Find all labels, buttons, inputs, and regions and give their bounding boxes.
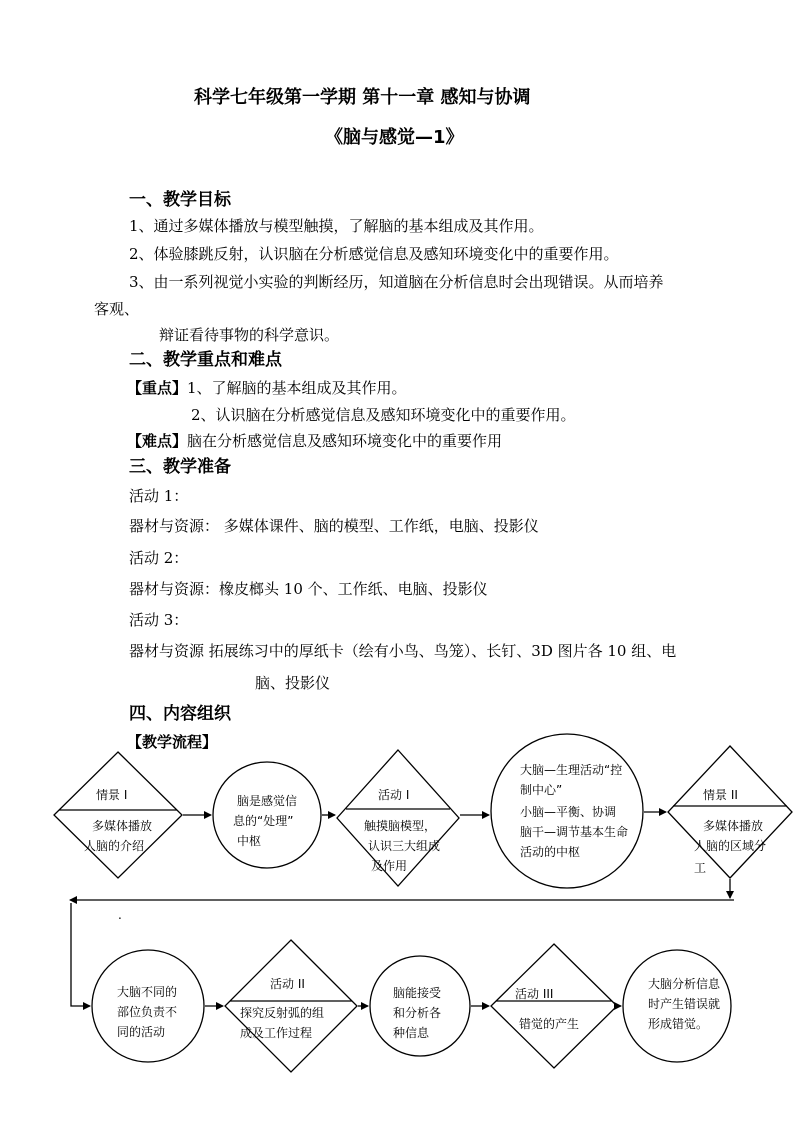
scene-2-line-2: 人脑的区域分 xyxy=(694,839,767,853)
activity-3-line-1: 错觉的产生 xyxy=(519,1017,580,1031)
activity-1-title: 活动 I xyxy=(378,788,410,802)
objective-2: 2、体验膝跳反射，认识脑在分析感觉信息及感知环境变化中的重要作用。 xyxy=(129,245,619,263)
flow-tag: 【教学流程】 xyxy=(127,733,218,751)
circle-4-line-2: 和分析各 xyxy=(393,1006,442,1020)
page-subtitle: 《脑与感觉—1》 xyxy=(325,127,464,148)
section-2-heading: 二、教学重点和难点 xyxy=(129,350,282,370)
activity-3-label: 活动 3： xyxy=(129,611,189,629)
activity-1-materials: 器材与资源： 多媒体课件、脑的模型、工作纸，电脑、投影仪 xyxy=(129,517,539,535)
activity-1-line-1: 触摸脑模型， xyxy=(364,819,437,833)
activity-2-line-2: 成及工作过程 xyxy=(240,1026,313,1040)
activity-2-materials: 器材与资源：橡皮榔头 10 个、工作纸、电脑、投影仪 xyxy=(129,580,488,598)
circle-1-line-1: 脑是感觉信 xyxy=(237,794,298,808)
activity-1-line-3: 及作用 xyxy=(371,859,408,873)
activity-3-materials: 器材与资源 拓展练习中的厚纸卡（绘有小鸟、鸟笼）、长钉、3D 图片各 10 组、电 xyxy=(129,642,677,660)
scene-1-line-1: 多媒体播放 xyxy=(92,819,153,833)
activity-2-title: 活动 II xyxy=(270,977,305,991)
objective-3: 3、由一系列视觉小实验的判断经历，知道脑在分析信息时会出现错误。从而培养 xyxy=(129,273,664,291)
diamond-activity-3 xyxy=(491,944,617,1068)
page-title: 科学七年级第一学期 第十一章 感知与协调 xyxy=(194,87,531,108)
circle-2-line-3: 小脑—平衡、协调 xyxy=(520,805,617,819)
circle-5-line-2: 时产生错误就 xyxy=(648,997,721,1011)
diamond-scene-2 xyxy=(668,746,792,878)
circle-2-line-5: 活动的中枢 xyxy=(520,845,581,859)
circle-1-line-2: 息的“处理” xyxy=(233,814,294,828)
objective-3-cont: 客观、 xyxy=(94,300,140,318)
scene-2-line-3: 工 xyxy=(694,861,707,875)
activity-3-materials-cont: 脑、投影仪 xyxy=(255,674,331,692)
circle-1-line-3: 中枢 xyxy=(237,834,262,848)
diamond-scene-1 xyxy=(54,752,182,878)
key-point-1: 1、了解脑的基本组成及其作用。 xyxy=(187,379,407,397)
activity-1-label: 活动 1： xyxy=(129,487,189,505)
scene-1-title: 情景 I xyxy=(96,788,128,802)
circle-5-line-1: 大脑分析信息 xyxy=(648,977,721,991)
circle-4-line-3: 种信息 xyxy=(393,1026,430,1040)
circle-4-line-1: 脑能接受 xyxy=(393,986,442,1000)
objective-1: 1、通过多媒体播放与模型触摸，了解脑的基本组成及其作用。 xyxy=(129,217,544,235)
difficult-point: 脑在分析感觉信息及感知环境变化中的重要作用 xyxy=(187,432,503,450)
stray-dot: . xyxy=(118,908,122,922)
circle-2-line-1: 大脑—生理活动“控 xyxy=(520,763,623,777)
circle-2-line-4: 脑干—调节基本生命 xyxy=(520,825,629,839)
objective-3-cont2: 辩证看待事物的科学意识。 xyxy=(159,326,340,344)
difficult-tag: 【难点】 xyxy=(127,432,188,450)
circle-5-line-3: 形成错觉。 xyxy=(648,1017,709,1031)
arrow-7 xyxy=(71,903,90,1006)
key-point-2: 2、认识脑在分析感觉信息及感知环境变化中的重要作用。 xyxy=(191,406,576,424)
activity-2-line-1: 探究反射弧的组 xyxy=(240,1006,325,1020)
circle-3-line-3: 同的活动 xyxy=(117,1025,166,1039)
circle-2-line-2: 制中心” xyxy=(520,783,563,797)
activity-2-label: 活动 2： xyxy=(129,549,189,567)
scene-2-line-1: 多媒体播放 xyxy=(703,819,764,833)
activity-1-line-2: 认识三大组成 xyxy=(368,839,441,853)
key-tag: 【重点】 xyxy=(127,379,188,397)
scene-2-title: 情景 II xyxy=(703,788,738,802)
section-4-heading: 四、内容组织 xyxy=(129,704,231,724)
circle-3-line-2: 部位负责不 xyxy=(117,1005,178,1019)
circle-3-line-1: 大脑不同的 xyxy=(117,985,178,999)
scene-1-line-2: 人脑的介绍 xyxy=(84,839,145,853)
section-3-heading: 三、教学准备 xyxy=(129,457,231,477)
section-1-heading: 一、教学目标 xyxy=(129,190,231,210)
activity-3-title: 活动 III xyxy=(515,987,554,1001)
